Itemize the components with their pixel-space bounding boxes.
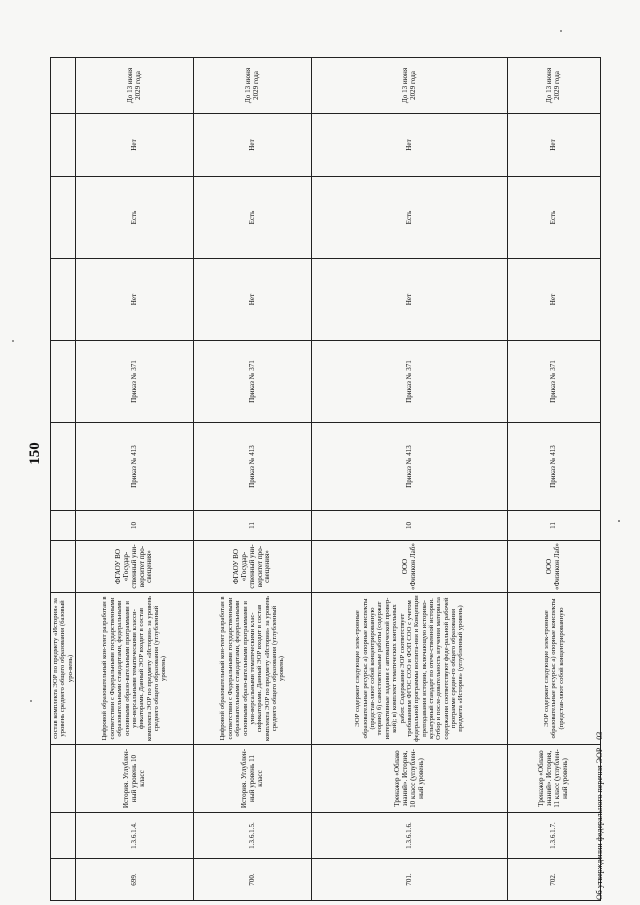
- footnote: [595, 62, 609, 900]
- cell-c1: Нет: [312, 259, 508, 341]
- cell-desc: Цифровой образовательный кон-тент разработан в соответствии с Федеральными государственными образовательными стандартами, федеральными основными образо-вательными программами и уни-версальными тематическими клас-сификаторами. Данный ЭОР входит в состав комплекта ЭОР по предмету «История» за уровень среднего общего образования (углубленный уровень): [194, 593, 312, 745]
- footnote-text: Об утверждении федерального перечня ЭОР – 03: [595, 731, 604, 900]
- cell-c2: Есть: [508, 177, 601, 259]
- cell-org: ООО «Физикон Лаб»: [508, 541, 601, 593]
- cell-order371: Приказ № 371: [76, 341, 194, 423]
- cell-code: 1.3.6.1.4.: [76, 813, 194, 859]
- description-continuation: состав комплекта ЭОР по предмету «История» за уровень среднего общего образования (базовый уро-вень): [51, 593, 76, 745]
- cell-c1: Нет: [76, 259, 194, 341]
- table-row: [194, 58, 312, 901]
- cell-name: Тренажер «Облако знаний». История, 11 класс (углублен-ный уровень): [508, 745, 601, 813]
- cell-order413: Приказ № 413: [76, 423, 194, 511]
- cell-deadline: До 13 июня 2029 года: [194, 58, 312, 114]
- cell-order413: Приказ № 413: [508, 423, 601, 511]
- cell-grade: 10: [76, 511, 194, 541]
- table-row: [508, 58, 601, 901]
- cell-org: ФГАОУ ВО «Государ-ственный уни-верситет про-свещения»: [194, 541, 312, 593]
- cell-c2: Есть: [312, 177, 508, 259]
- cell-order371: Приказ № 371: [508, 341, 601, 423]
- cell-c2: Есть: [194, 177, 312, 259]
- table-row: [312, 58, 508, 901]
- cell-num: 702.: [508, 859, 601, 901]
- cell-c1: Нет: [508, 259, 601, 341]
- cell-deadline: До 13 июня 2029 года: [76, 58, 194, 114]
- cell-desc: ЭОР содержит следующие элек-тронные образовательные ресурсы: а) опорные конспекты (представ-ляют собой концентрированную: [508, 593, 601, 745]
- cell-name: Тренажер «Облако знаний». История, 10 класс (углублен-ный уровень): [312, 745, 508, 813]
- cell-name: История. Углублен-ный уровень 10 класс: [76, 745, 194, 813]
- cell-desc: ЭОР содержит следующие элек-тронные образовательные ресурсы: а) опорные конспекты (представ-ляют собой концентрированную теорию) б) самостоятельные работы (содержат интерактивные задания с автоматической провер-кой); в) комплект тематических контрольных работ. Содержание ЭОР соответствует требованиям ФГОС СОО и ФОП СОО с учетом федеральной программы воспита-ния и Концепции преподавания истории, включающую историко-культурный стандарт по отече-ственной истории. Отбор и после-довательность изучения материала содержания соответствуют феде-ральной рабочей программе средне-го общего образования предмета «История» (углубленный уровень): [312, 593, 508, 745]
- cell-code: 1.3.6.1.7.: [508, 813, 601, 859]
- cell-c3: Нет: [194, 114, 312, 177]
- eor-table: [50, 57, 601, 901]
- cell-grade: 11: [194, 511, 312, 541]
- cell-code: 1.3.6.1.5.: [194, 813, 312, 859]
- cell-grade: 10: [312, 511, 508, 541]
- cell-num: 700.: [194, 859, 312, 901]
- cell-c3: Нет: [76, 114, 194, 177]
- cell-c1: Нет: [194, 259, 312, 341]
- rotated-table-container: [50, 58, 584, 901]
- cell-c3: Нет: [508, 114, 601, 177]
- page-number: 150: [26, 442, 43, 465]
- cell-num: 699.: [76, 859, 194, 901]
- cell-order413: Приказ № 413: [194, 423, 312, 511]
- cell-order371: Приказ № 371: [312, 341, 508, 423]
- cell-num: 701.: [312, 859, 508, 901]
- table-row-continuation: [51, 58, 76, 901]
- cell-org: ФГАОУ ВО «Государ-ственный уни-верситет про-свещения»: [76, 541, 194, 593]
- cell-deadline: До 13 июня 2029 года: [312, 58, 508, 114]
- cell-code: 1.3.6.1.6.: [312, 813, 508, 859]
- cell-name: История. Углублен-ный уровень 11 класс: [194, 745, 312, 813]
- cell-order413: Приказ № 413: [312, 423, 508, 511]
- cell-deadline: До 13 июня 2029 года: [508, 58, 601, 114]
- cell-grade: 11: [508, 511, 601, 541]
- cell-c3: Нет: [312, 114, 508, 177]
- cell-c2: Есть: [76, 177, 194, 259]
- table-row: [76, 58, 194, 901]
- cell-order371: Приказ № 371: [194, 341, 312, 423]
- cell-desc: Цифровой образовательный кон-тент разработан в соответствии с Федеральными государственными образовательными стандартами, федеральными основными образо-вательными программами и уни-версальными тематическими класси-фикаторами. Данный ЭОР входит в состав комплекта ЭОР по предмету «История» за уровень среднего общего образования (углубленный уровень): [76, 593, 194, 745]
- cell-org: ООО «Физикон Лаб»: [312, 541, 508, 593]
